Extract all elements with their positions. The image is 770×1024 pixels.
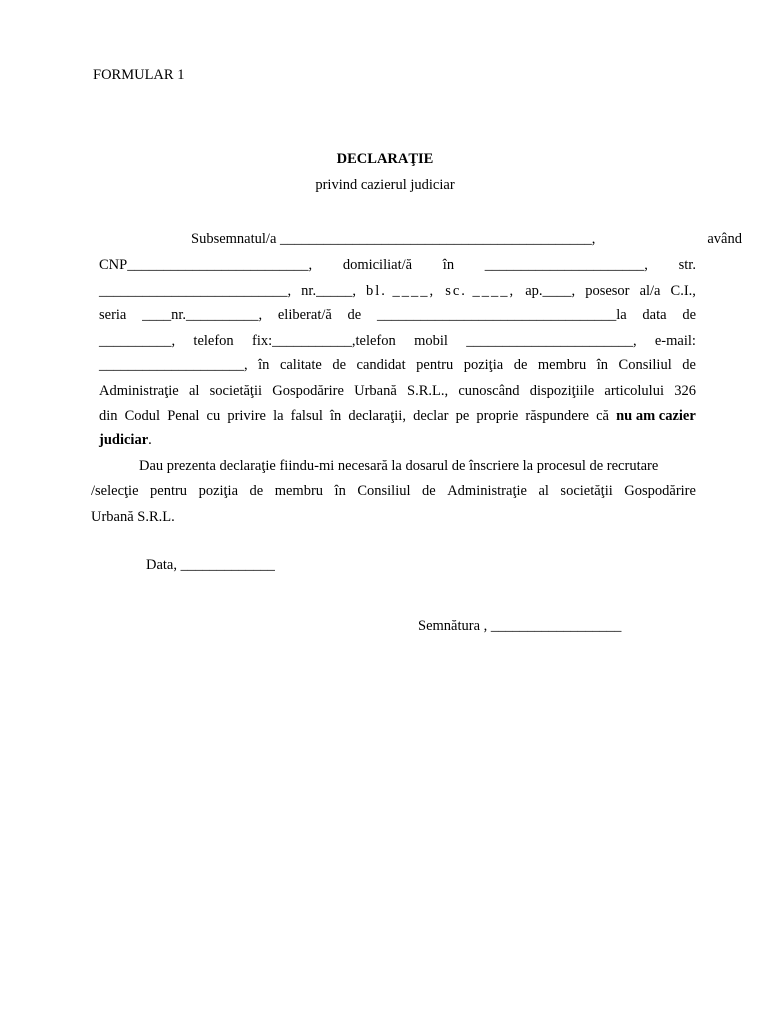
document-title: DECLARAŢIE — [336, 151, 434, 167]
paragraph-line-3: __________________________, nr._____, bl. ____, sc. ____, ap.____, posesor al/a C.I., — [99, 283, 696, 299]
document-subtitle: privind cazierul judiciar — [315, 177, 455, 193]
form-number-label: FORMULAR 1 — [93, 67, 185, 83]
paragraph-line-5: __________, telefon fix:___________,telefon mobil _______________________, e-mail: — [99, 333, 696, 349]
purpose-line-3: Urbană S.R.L. — [91, 509, 175, 525]
paragraph-line-7: Administraţie al societăţii Gospodărire Urbană S.R.L., cunoscând dispoziţiile articolului 326 — [99, 383, 696, 399]
paragraph-line-8: din Codul Penal cu privire la falsul în declaraţii, declar pe proprie răspundere că nu am cazier — [99, 408, 696, 424]
paragraph-line-9: judiciar. — [99, 432, 152, 448]
purpose-line-2: /selecţie pentru poziţia de membru în Consiliul de Administraţie al societăţii Gospodărire — [91, 483, 696, 499]
purpose-line-1: Dau prezenta declaraţie fiindu-mi necesară la dosarul de înscriere la procesul de recrutare — [139, 458, 659, 474]
paragraph-line-6: ____________________, în calitate de candidat pentru poziţia de membru în Consiliul de — [99, 357, 696, 373]
paragraph-line-1: Subsemnatul/a ___________________________________________, având — [191, 231, 742, 247]
signature-field-label: Semnătura , __________________ — [418, 618, 622, 634]
date-field-label: Data, _____________ — [146, 557, 275, 573]
paragraph-line-4: seria ____nr.__________, eliberat/ă de _________________________________la data de — [99, 307, 696, 323]
paragraph-line-2: CNP_________________________, domiciliat/ă în ______________________, str. — [99, 257, 696, 273]
